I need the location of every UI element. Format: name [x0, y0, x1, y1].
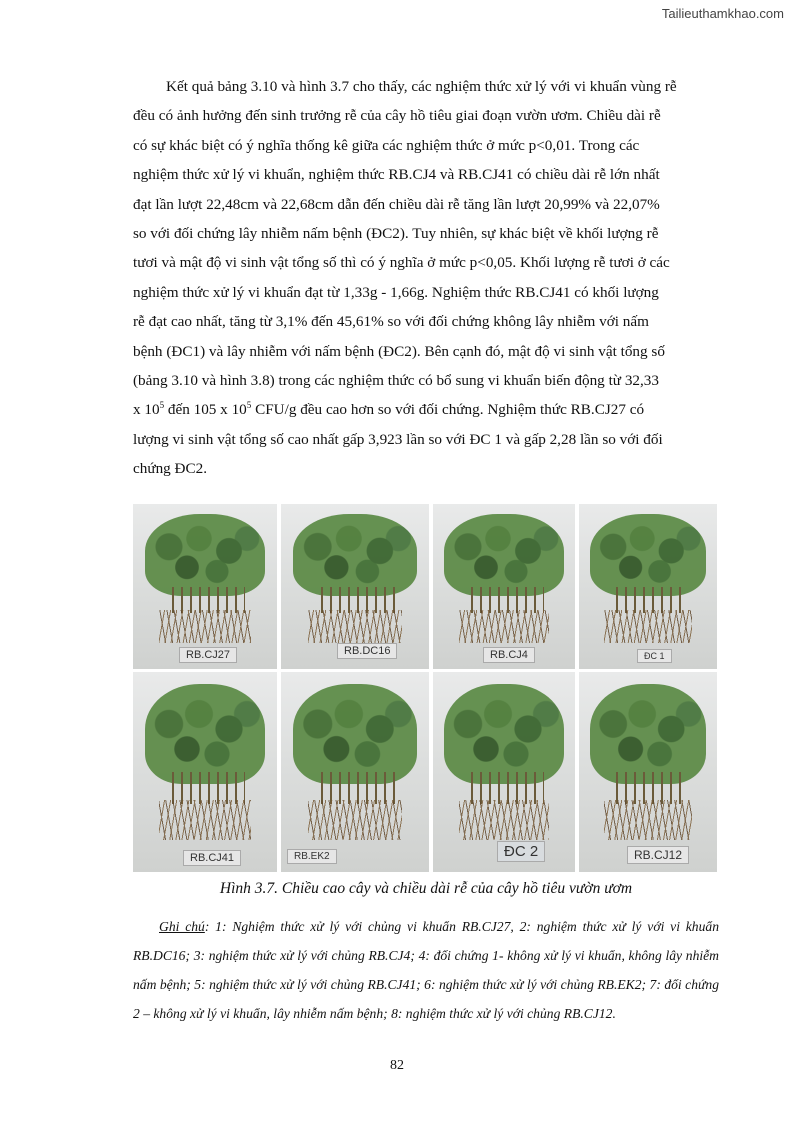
note-paragraph	[133, 912, 719, 1028]
paragraph-line: Kết quả bảng 3.10 và hình 3.7 cho thấy, các nghiệm thức xử lý với vi khuẩn vùng rễ	[166, 78, 677, 95]
photo-panel-7	[433, 672, 575, 872]
body-paragraph	[133, 72, 719, 484]
plant-roots-image	[159, 800, 251, 840]
photo-panel-4	[579, 504, 717, 669]
treatment-tag: ĐC 1	[637, 649, 672, 663]
plant-foliage-image	[444, 684, 563, 784]
paragraph-line: (bảng 3.10 và hình 3.8) trong các nghiệm thức có bổ sung vi khuẩn biến động từ 32,33	[133, 372, 659, 390]
photo-panel-6	[281, 672, 429, 872]
figure-note	[133, 912, 719, 1028]
paragraph-line: nghiệm thức xử lý vi khuẩn, nghiệm thức RB.CJ4 và RB.CJ41 có chiều dài rễ lớn nhất	[133, 166, 660, 184]
paragraph-line: nghiệm thức xử lý vi khuẩn đạt từ 1,33g - 1,66g. Nghiệm thức RB.CJ41 có khối lượng	[133, 283, 659, 301]
photo-panel-2	[281, 504, 429, 669]
treatment-tag: RB.CJ12	[627, 846, 689, 864]
figure-caption: Hình 3.7. Chiều cao cây và chiều dài rễ của cây hồ tiêu vườn ươm	[219, 880, 633, 897]
paragraph-line	[133, 395, 719, 424]
plant-foliage-image	[145, 514, 266, 597]
superscript: 5	[246, 400, 252, 411]
text-segment: đến 105 x 10	[164, 401, 247, 419]
photo-panel-5	[133, 672, 277, 872]
plant-roots-image	[459, 800, 550, 840]
note-label: Ghi chú	[159, 919, 205, 934]
treatment-tag: RB.CJ27	[179, 647, 237, 663]
plant-roots-image	[604, 610, 692, 643]
paragraph-line: lượng vi sinh vật tổng số cao nhất gấp 3,923 lần so với ĐC 1 và gấp 2,28 lần so với đối	[133, 430, 663, 448]
photo-panel-1	[133, 504, 277, 669]
plant-foliage-image	[145, 684, 266, 784]
paragraph-line: bệnh (ĐC1) và lây nhiễm với nấm bệnh (ĐC2). Bên cạnh đó, mật độ vi sinh vật tổng số	[133, 342, 665, 360]
plant-foliage-image	[444, 514, 563, 597]
paragraph-line: đạt lần lượt 22,48cm và 22,68cm dẫn đến chiều dài rễ tăng lần lượt 20,99% và 22,07%	[133, 195, 660, 213]
paragraph-line: so với đối chứng lây nhiễm nấm bệnh (ĐC2). Tuy nhiên, sự khác biệt về khối lượng rễ	[133, 225, 659, 243]
plant-foliage-image	[590, 514, 706, 597]
paragraph-line: rễ đạt cao nhất, tăng từ 3,1% đến 45,61% so với đối chứng không lây nhiễm với nấm	[133, 313, 649, 331]
note-text: : 1: Nghiệm thức xử lý với chủng vi khuẩn RB.CJ27, 2: nghiệm thức xử lý với vi khuẩn RB.DC16; 3: nghiệm thức xử lý với chủng RB.CJ4; 4: đối chứng 1- không xử lý vi khuẩn, không lây nhiễm nấm bệnh; 5: nghiệm thức xử lý với chủng RB.CJ41; 6: nghiệm thức xử lý với chủng RB.EK2; 7: đối chứng 2 – không xử lý vi khuẩn, lây nhiễm nấm bệnh; 8: nghiệm thức xử lý với chủng RB.CJ12.	[133, 919, 719, 1021]
plant-foliage-image	[293, 514, 417, 597]
treatment-tag: RB.DC16	[337, 643, 397, 659]
paragraph-line: chứng ĐC2.	[133, 460, 208, 478]
plant-roots-image	[159, 610, 251, 643]
treatment-tag: RB.EK2	[287, 849, 337, 864]
treatment-tag: RB.CJ41	[183, 850, 241, 866]
plant-roots-image	[604, 800, 692, 840]
plant-roots-image	[459, 610, 550, 643]
plant-foliage-image	[293, 684, 417, 784]
paragraph-line: có sự khác biệt có ý nghĩa thống kê giữa các nghiệm thức ở mức p<0,01. Trong các	[133, 136, 640, 154]
text-segment: CFU/g đều cao hơn so với đối chứng. Nghiệm thức RB.CJ27 có	[251, 401, 645, 419]
photo-panel-3	[433, 504, 575, 669]
plant-roots-image	[308, 610, 403, 643]
figure-photo-grid	[133, 504, 717, 872]
treatment-tag: RB.CJ4	[483, 647, 535, 663]
photo-panel-8	[579, 672, 717, 872]
page-number: 82	[390, 1058, 404, 1073]
superscript: 5	[159, 400, 165, 411]
plant-roots-image	[308, 800, 403, 840]
paragraph-line: đều có ảnh hưởng đến sinh trưởng rễ của cây hồ tiêu giai đoạn vườn ươm. Chiều dài rễ	[133, 107, 661, 125]
text-segment: x 10	[133, 401, 160, 419]
paragraph-line: tươi và mật độ vi sinh vật tổng số thì có ý nghĩa ở mức p<0,05. Khối lượng rễ tươi ở các	[133, 254, 670, 272]
watermark: Tailieuthamkhao.com	[661, 6, 784, 21]
treatment-tag: ĐC 2	[497, 841, 545, 862]
plant-foliage-image	[590, 684, 706, 784]
